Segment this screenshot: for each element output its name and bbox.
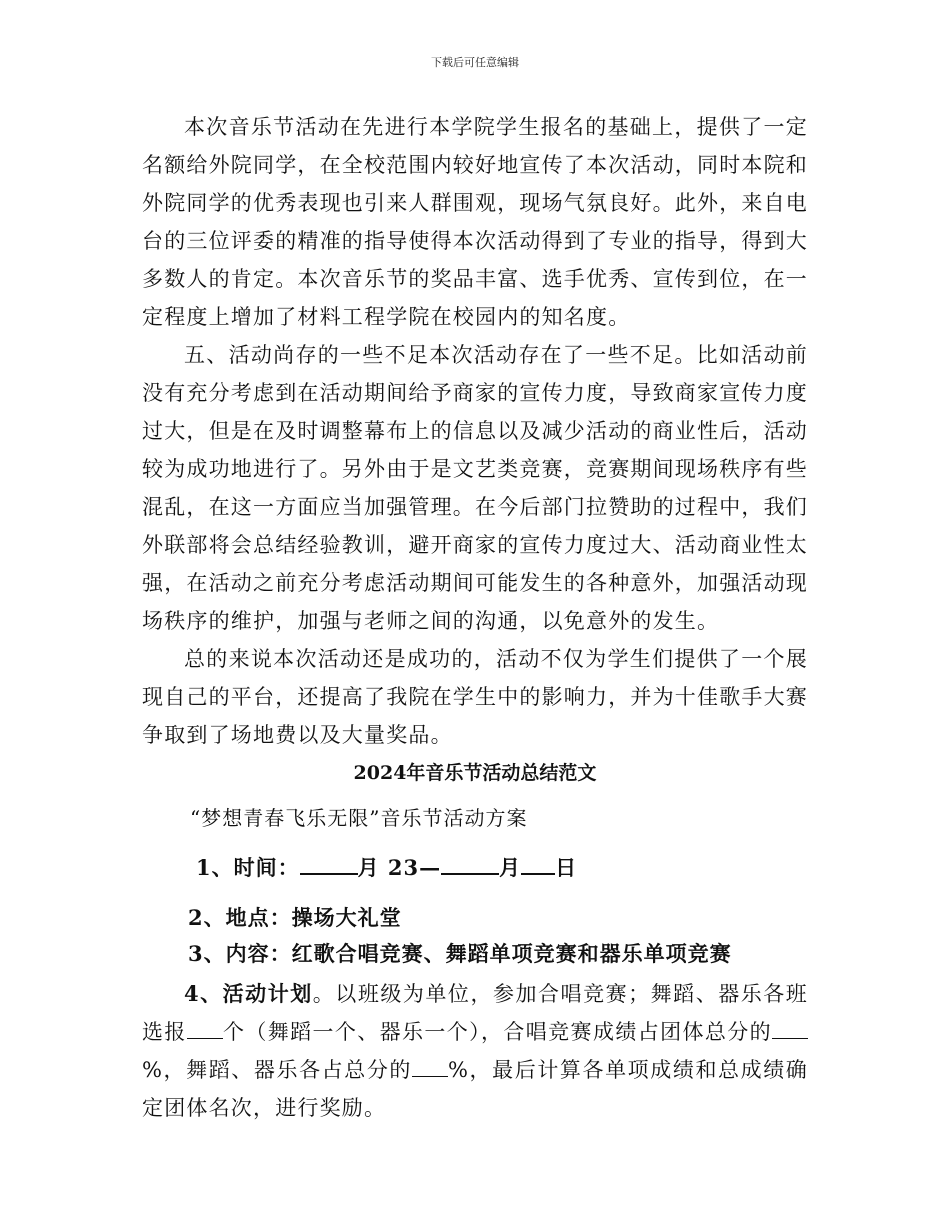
blank-month-2 xyxy=(441,853,499,875)
blank-dance-percent xyxy=(412,1058,448,1077)
blank-choir-percent xyxy=(772,1020,808,1039)
blank-day xyxy=(521,853,555,875)
activity-text-4: %，最后计算各单项成绩和总成绩确定团体名次，进行奖励。 xyxy=(142,1058,808,1120)
time-day: 日 xyxy=(555,855,578,880)
plan-activity xyxy=(142,975,808,1127)
paragraph-promotion: 本次音乐节活动在先进行本学院学生报名的基础上，提供了一定名额给外院同学，在全校范围内较好地宣传了本次活动，同时本院和外院同学的优秀表现也引来人群围观，现场气氛良好。此外，来自电台的三位评委的精准的指导使得本次活动得到了专业的指导，得到大多数人的肯定。本次音乐节的奖品丰富、选手优秀、宣传到位，在一定程度上增加了材料工程学院在校园内的知名度。 xyxy=(142,115,808,329)
plan-time xyxy=(196,852,577,882)
time-month-2: 月 xyxy=(499,855,522,880)
activity-text-2: 个（舞蹈一个、器乐一个），合唱竞赛成绩占团体总分的 xyxy=(222,1020,772,1044)
activity-text-3: %，舞蹈、器乐各占总分的 xyxy=(142,1058,413,1082)
activity-paragraph xyxy=(142,975,808,1127)
time-label: 1、时间： xyxy=(196,855,300,880)
page-header-note: 下载后可任意编辑 xyxy=(431,56,519,69)
activity-text-1: 。以班级为单位，参加合唱竞赛；舞蹈、器乐各班选报 xyxy=(142,982,808,1044)
blank-count xyxy=(187,1020,223,1039)
paragraph-conclusion: 总的来说本次活动还是成功的，活动不仅为学生们提供了一个展现自己的平台，还提高了我院在学生中的影响力，并为十佳歌手大赛争取到了场地费以及大量奖品。 xyxy=(142,647,808,747)
blank-month-1 xyxy=(300,853,358,875)
plan-place: 2、地点：操场大礼堂 xyxy=(188,905,402,930)
plan-subtitle: “梦想青春飞乐无限”音乐节活动方案 xyxy=(190,806,528,830)
section-title: 2024年音乐节活动总结范文 xyxy=(353,762,597,784)
paragraph-shortcomings: 五、活动尚存的一些不足本次活动存在了一些不足。比如活动前没有充分考虑到在活动期间给予商家的宣传力度，导致商家宣传力度过大，但是在及时调整幕布上的信息以及减少活动的商业性后，活动较为成功地进行了。另外由于是文艺类竞赛，竞赛期间现场秩序有些混乱，在这一方面应当加强管理。在今后部门拉赞助的过程中，我们外联部将会总结经验教训，避开商家的宣传力度过大、活动商业性太强，在活动之前充分考虑活动期间可能发生的各种意外，加强活动现场秩序的维护，加强与老师之间的沟通，以免意外的发生。 xyxy=(142,343,808,633)
time-month-1: 月 23— xyxy=(357,855,442,880)
plan-content: 3、内容：红歌合唱竞赛、舞蹈单项竞赛和器乐单项竞赛 xyxy=(188,941,732,966)
summary-body xyxy=(142,108,808,754)
activity-label: 4、活动计划 xyxy=(184,981,313,1006)
